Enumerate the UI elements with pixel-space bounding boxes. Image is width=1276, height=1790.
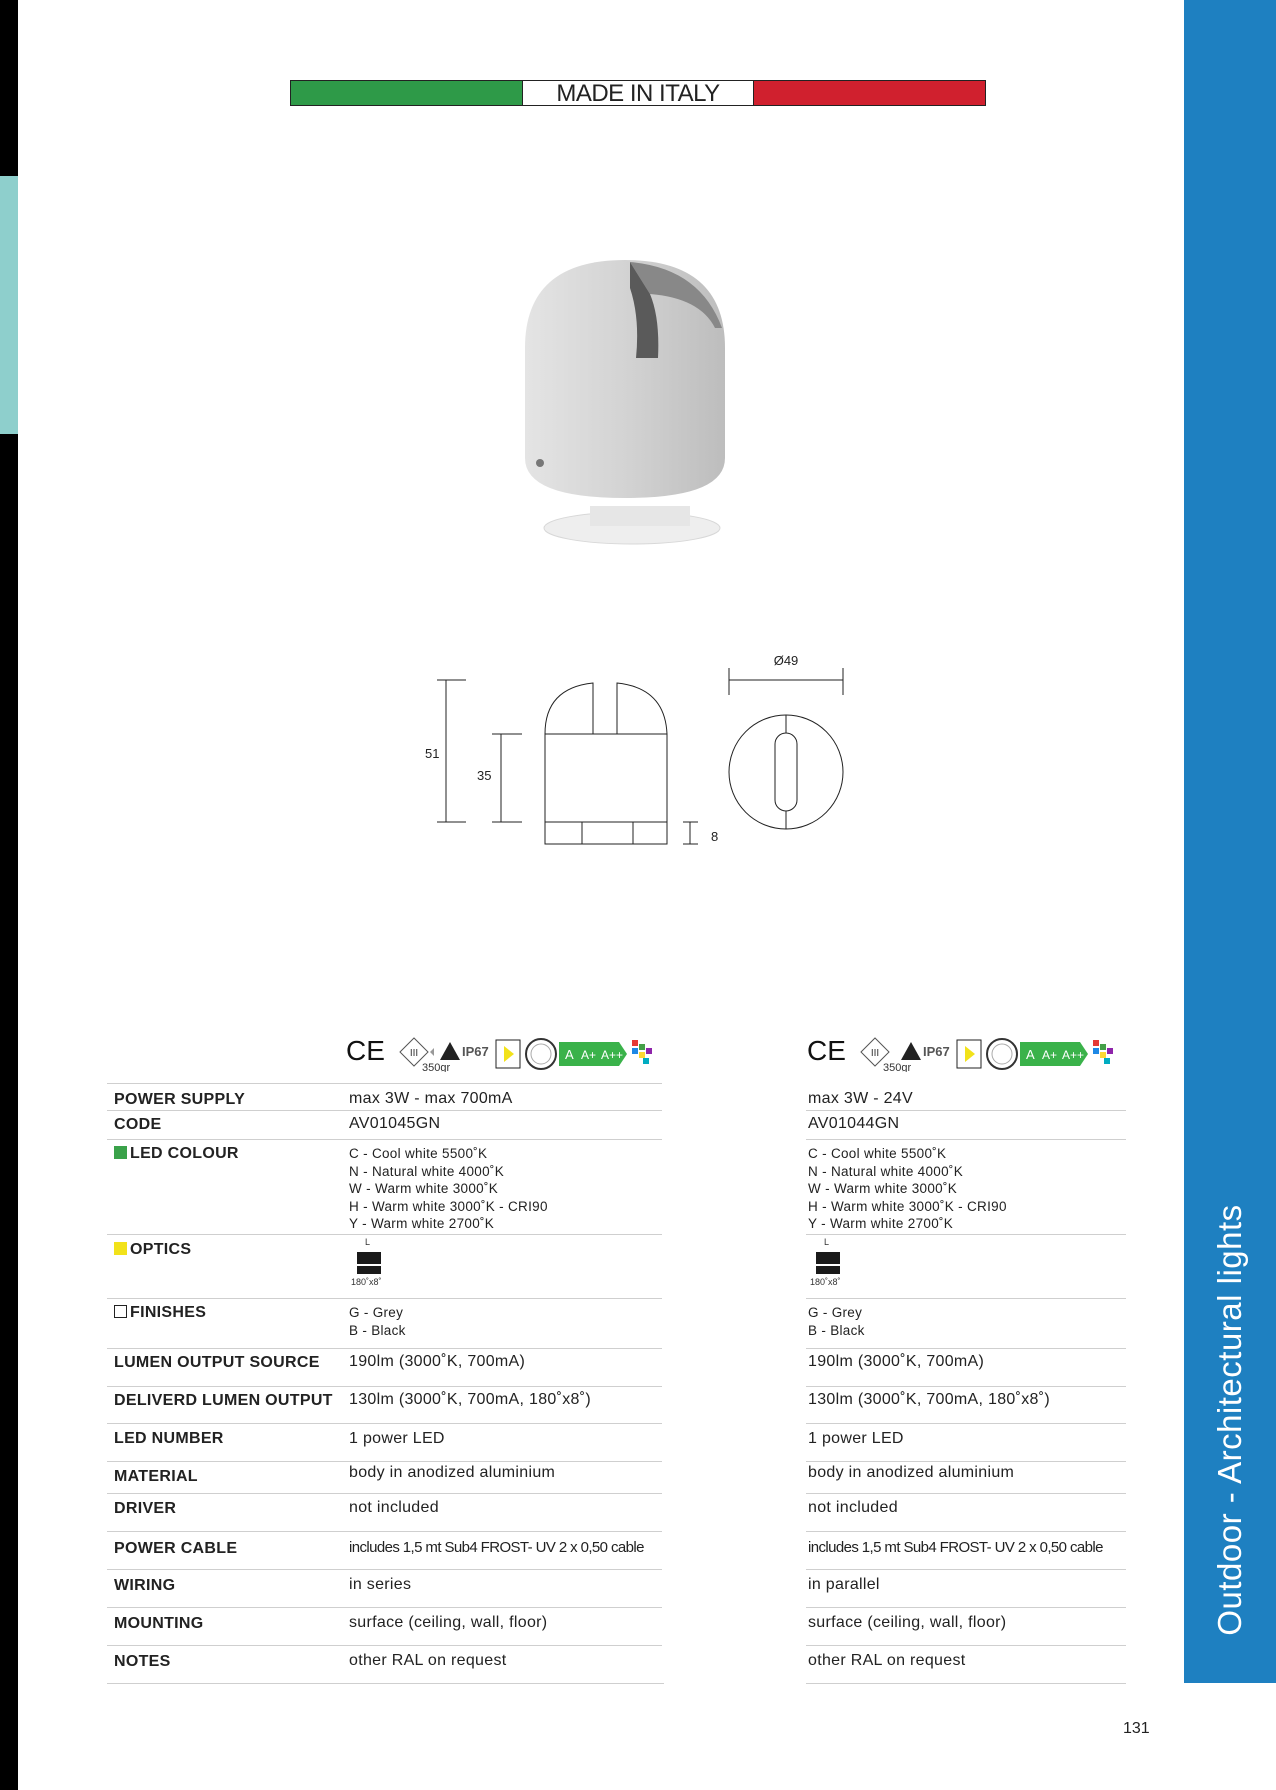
banner-label: MADE IN ITALY	[522, 81, 755, 105]
ce-mark-icon: CE	[807, 1035, 846, 1066]
value-lumen-source: 190lm (3000˚K, 700mA)	[349, 1353, 526, 1370]
value-driver: not included	[349, 1499, 439, 1516]
optic-beam-icon	[357, 1252, 381, 1274]
value-led-number: 1 power LED	[808, 1430, 904, 1447]
value-wiring: in series	[349, 1576, 412, 1593]
class-iii-icon: III	[409, 1048, 419, 1059]
flag-green	[291, 81, 522, 105]
svg-text:IP67: IP67	[462, 1044, 489, 1059]
label-notes: NOTES	[114, 1653, 171, 1670]
optic-beam-icon	[816, 1252, 840, 1274]
value-notes: other RAL on request	[808, 1652, 966, 1669]
label-optics: OPTICS	[114, 1241, 191, 1259]
value-code: AV01045GN	[349, 1115, 441, 1132]
label-led-number: LED NUMBER	[114, 1430, 224, 1447]
flag-red	[754, 81, 985, 105]
value-led-colours: C - Cool white 5500˚K N - Natural white 4000˚K W - Warm white 3000˚K H - Warm white 3000˚K - CRI90 Y - Warm white 2700˚K	[808, 1146, 1007, 1231]
value-driver: not included	[808, 1499, 898, 1516]
value-code: AV01044GN	[808, 1115, 900, 1132]
value-power-supply: max 3W - max 700mA	[349, 1090, 513, 1107]
value-material: body in anodized aluminium	[349, 1464, 556, 1481]
optic-label: L	[824, 1237, 830, 1247]
label-lumen-delivered: DELIVERD LUMEN OUTPUT	[114, 1392, 333, 1409]
svg-text:A++: A++	[601, 1048, 624, 1062]
class-iii-icon: III	[870, 1048, 880, 1059]
finishes-marker-icon	[114, 1305, 127, 1318]
label-power-supply: POWER SUPPLY	[114, 1091, 246, 1108]
optic-angle: 180˚x8˚	[810, 1277, 841, 1287]
category-label: Outdoor - Architectural lights	[1211, 1204, 1248, 1636]
label-material: MATERIAL	[114, 1468, 198, 1485]
label-power-cable: POWER CABLE	[114, 1540, 238, 1557]
svg-text:A: A	[1026, 1047, 1035, 1062]
optic-label: L	[365, 1237, 371, 1247]
dim-base: 8	[711, 829, 719, 844]
value-lumen-delivered: 130lm (3000˚K, 700mA, 180˚x8˚)	[349, 1391, 591, 1408]
left-section-marker	[0, 176, 18, 434]
svg-text:350gr: 350gr	[422, 1062, 451, 1072]
rgb-icon	[1093, 1040, 1113, 1064]
dim-diameter: Ø49	[773, 653, 799, 668]
product-photo	[500, 258, 760, 558]
value-lumen-delivered: 130lm (3000˚K, 700mA, 180˚x8˚)	[808, 1391, 1050, 1408]
value-notes: other RAL on request	[349, 1652, 507, 1669]
page-number: 131	[1123, 1720, 1150, 1737]
value-lumen-source: 190lm (3000˚K, 700mA)	[808, 1353, 985, 1370]
value-led-colours: C - Cool white 5500˚K N - Natural white 4000˚K W - Warm white 3000˚K H - Warm white 3000˚K - CRI90 Y - Warm white 2700˚K	[349, 1146, 548, 1231]
optics-marker-icon	[114, 1242, 127, 1255]
value-material: body in anodized aluminium	[808, 1464, 1015, 1481]
weight-icon	[440, 1042, 460, 1060]
dim-body: 35	[477, 768, 492, 783]
certification-icons-1	[344, 1032, 694, 1072]
made-in-italy-banner	[290, 80, 986, 106]
label-led-colour: LED COLOUR	[114, 1145, 239, 1163]
label-wiring: WIRING	[114, 1577, 176, 1594]
value-power-cable: includes 1,5 mt Sub4 FROST- UV 2 x 0,50 cable	[349, 1539, 644, 1556]
svg-text:IP67: IP67	[923, 1044, 950, 1059]
value-wiring: in parallel	[808, 1576, 880, 1593]
weight-icon	[901, 1042, 921, 1060]
label-driver: DRIVER	[114, 1500, 177, 1517]
label-finishes: FINISHES	[114, 1304, 206, 1322]
led-colour-marker-icon	[114, 1146, 127, 1159]
value-finishes: G - Grey B - Black	[808, 1305, 865, 1338]
rgb-icon	[632, 1040, 652, 1064]
label-code: CODE	[114, 1116, 162, 1133]
technical-drawing	[410, 650, 870, 860]
value-power-cable: includes 1,5 mt Sub4 FROST- UV 2 x 0,50 cable	[808, 1539, 1103, 1556]
value-finishes: G - Grey B - Black	[349, 1305, 406, 1338]
svg-text:A+: A+	[581, 1048, 597, 1062]
value-power-supply: max 3W - 24V	[808, 1090, 913, 1107]
svg-text:350gr: 350gr	[883, 1062, 912, 1072]
optic-angle: 180˚x8˚	[351, 1277, 382, 1287]
svg-text:A++: A++	[1062, 1048, 1085, 1062]
ce-mark-icon: CE	[346, 1035, 385, 1066]
label-lumen-source: LUMEN OUTPUT SOURCE	[114, 1354, 320, 1371]
svg-text:A: A	[565, 1047, 574, 1062]
label-mounting: MOUNTING	[114, 1615, 204, 1632]
svg-text:A+: A+	[1042, 1048, 1058, 1062]
value-led-number: 1 power LED	[349, 1430, 445, 1447]
value-mounting: surface (ceiling, wall, floor)	[349, 1614, 548, 1631]
value-mounting: surface (ceiling, wall, floor)	[808, 1614, 1007, 1631]
dim-height: 51	[425, 746, 440, 761]
certification-icons-2	[805, 1032, 1155, 1072]
